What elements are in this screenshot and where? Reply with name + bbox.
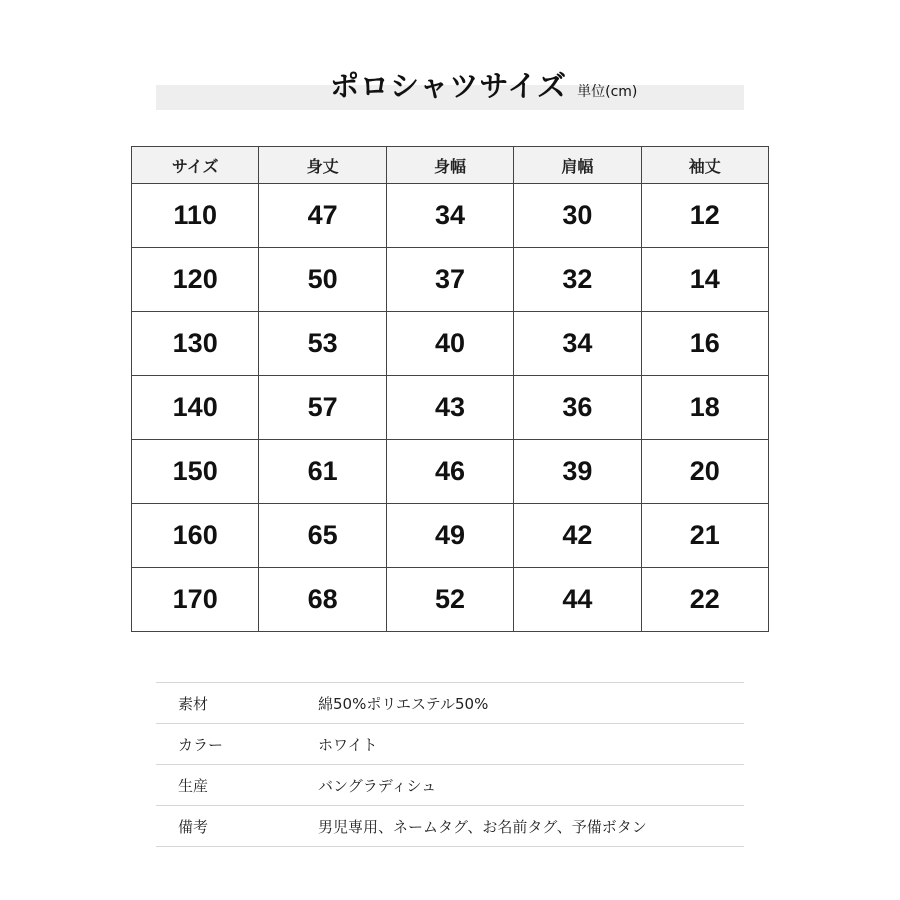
cell-sleeve: 16	[641, 312, 768, 376]
cell-size: 160	[132, 504, 259, 568]
cell-width: 49	[386, 504, 513, 568]
cell-length: 65	[259, 504, 386, 568]
cell-length: 57	[259, 376, 386, 440]
cell-size: 130	[132, 312, 259, 376]
cell-length: 61	[259, 440, 386, 504]
cell-size: 140	[132, 376, 259, 440]
cell-shoulder: 39	[514, 440, 641, 504]
cell-width: 37	[386, 248, 513, 312]
table-row	[132, 248, 769, 312]
info-value: バングラディシュ	[318, 765, 744, 806]
cell-shoulder: 44	[514, 568, 641, 632]
cell-shoulder: 32	[514, 248, 641, 312]
cell-length: 50	[259, 248, 386, 312]
cell-width: 43	[386, 376, 513, 440]
info-label: 素材	[156, 683, 318, 724]
info-label: カラー	[156, 724, 318, 765]
cell-length: 68	[259, 568, 386, 632]
info-row-material	[156, 683, 744, 724]
cell-length: 53	[259, 312, 386, 376]
size-table-header-row	[132, 147, 769, 184]
header-size: サイズ	[132, 147, 259, 184]
cell-sleeve: 18	[641, 376, 768, 440]
size-table	[131, 146, 769, 632]
cell-sleeve: 14	[641, 248, 768, 312]
cell-sleeve: 20	[641, 440, 768, 504]
header-sleeve: 袖丈	[641, 147, 768, 184]
table-row	[132, 184, 769, 248]
table-row	[132, 568, 769, 632]
cell-sleeve: 22	[641, 568, 768, 632]
title-block	[330, 64, 637, 105]
cell-width: 52	[386, 568, 513, 632]
cell-shoulder: 30	[514, 184, 641, 248]
table-row	[132, 504, 769, 568]
cell-sleeve: 21	[641, 504, 768, 568]
cell-size: 110	[132, 184, 259, 248]
cell-width: 40	[386, 312, 513, 376]
table-row	[132, 376, 769, 440]
header-length: 身丈	[259, 147, 386, 184]
info-label: 備考	[156, 806, 318, 847]
info-value: ホワイト	[318, 724, 744, 765]
cell-sleeve: 12	[641, 184, 768, 248]
cell-length: 47	[259, 184, 386, 248]
info-value: 男児専用、ネームタグ、お名前タグ、予備ボタン	[318, 806, 744, 847]
cell-shoulder: 36	[514, 376, 641, 440]
cell-size: 120	[132, 248, 259, 312]
cell-shoulder: 42	[514, 504, 641, 568]
info-table	[156, 682, 744, 847]
info-row-color	[156, 724, 744, 765]
info-value: 綿50%ポリエステル50%	[318, 683, 744, 724]
table-row	[132, 312, 769, 376]
cell-width: 34	[386, 184, 513, 248]
cell-shoulder: 34	[514, 312, 641, 376]
info-label: 生産	[156, 765, 318, 806]
unit-label: 単位(cm)	[577, 84, 638, 100]
table-row	[132, 440, 769, 504]
header-shoulder: 肩幅	[514, 147, 641, 184]
cell-width: 46	[386, 440, 513, 504]
info-row-origin	[156, 765, 744, 806]
header-width: 身幅	[386, 147, 513, 184]
page-title: ポロシャツサイズ	[330, 69, 568, 103]
cell-size: 170	[132, 568, 259, 632]
cell-size: 150	[132, 440, 259, 504]
info-row-notes	[156, 806, 744, 847]
